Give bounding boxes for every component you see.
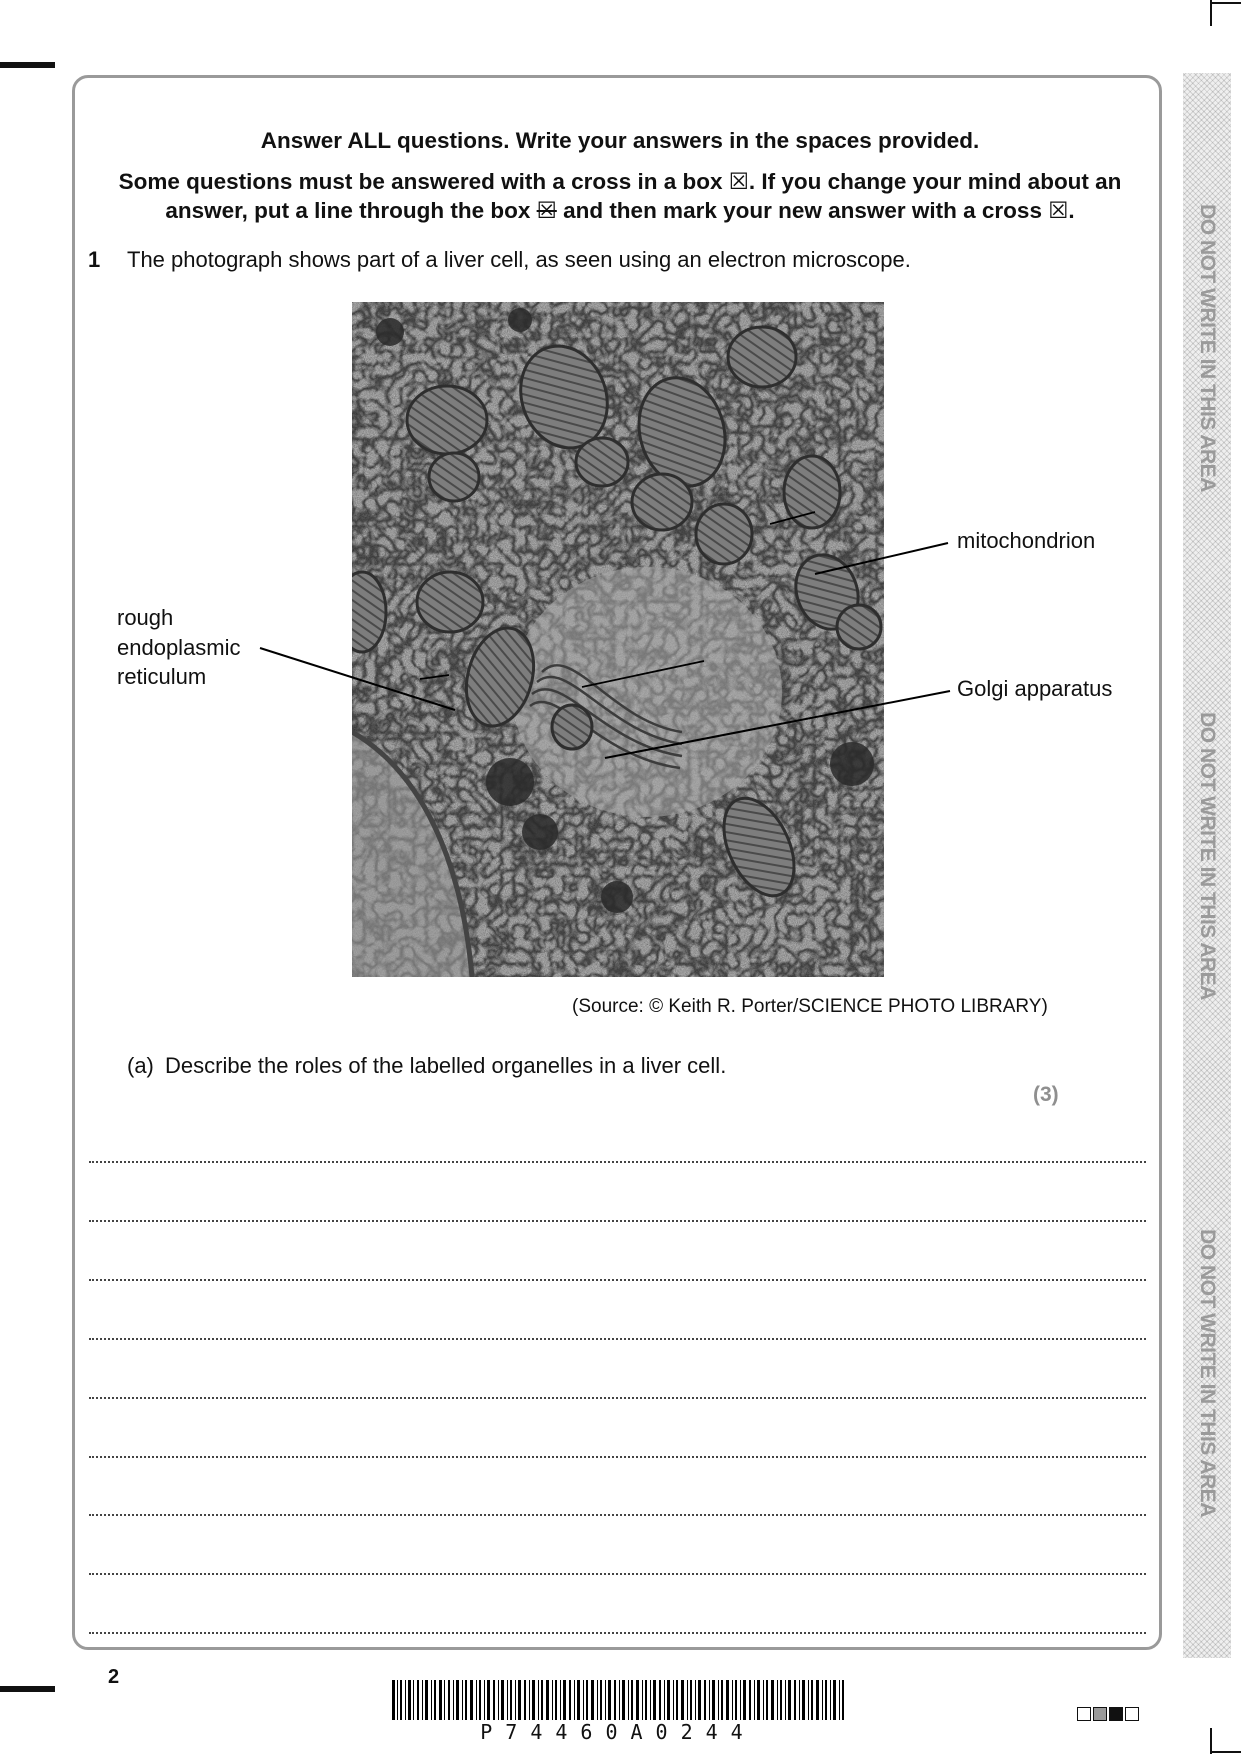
answer-line[interactable] (89, 1456, 1146, 1458)
label-rough-er-line-2: endoplasmic (117, 634, 241, 660)
image-source-credit: (Source: © Keith R. Porter/SCIENCE PHOTO LIBRARY) (572, 996, 1048, 1017)
instruction-text: . (1068, 198, 1075, 223)
crop-mark-bottom-right-v (1210, 1728, 1212, 1754)
label-rough-er-line-3: reticulum (117, 664, 207, 689)
answer-line[interactable] (89, 1514, 1146, 1516)
answer-line[interactable] (89, 1397, 1146, 1399)
instruction-text: and then mark your new answer with a cross (556, 198, 1049, 223)
crop-mark-bottom-right-h (1210, 1751, 1241, 1753)
marker-box-black (1109, 1707, 1123, 1721)
page-number: 2 (108, 1666, 120, 1688)
answer-line[interactable] (89, 1279, 1146, 1281)
answer-line[interactable] (89, 1632, 1146, 1634)
label-rough-er-line-1: rough (117, 605, 174, 630)
instruction-line-3 (90, 196, 1150, 225)
margin-warning-2: DO NOT WRITE IN THIS AREA (1196, 712, 1219, 1000)
struck-cross-box-icon: ☒ (536, 198, 557, 223)
barcode-image (392, 1680, 844, 1720)
crop-mark-top-right-v (1210, 0, 1212, 26)
label-golgi-apparatus: Golgi apparatus (957, 676, 1113, 701)
question-text: The photograph shows part of a liver cell, as seen using an electron microscope. (127, 247, 911, 272)
answer-line[interactable] (89, 1573, 1146, 1575)
margin-warning-3: DO NOT WRITE IN THIS AREA (1196, 1229, 1219, 1517)
instruction-text: Some questions must be answered with a cross in a box (118, 169, 729, 194)
cross-box-icon: ☒ (1048, 198, 1069, 223)
question-number: 1 (88, 247, 101, 272)
label-rough-er (117, 603, 241, 692)
instruction-text: . If you change your mind about an (748, 169, 1122, 194)
do-not-write-margin (1183, 73, 1231, 1658)
part-a-question-text: Describe the roles of the labelled organelles in a liver cell. (165, 1053, 727, 1078)
part-a-label: (a) (127, 1053, 154, 1078)
answer-line[interactable] (89, 1220, 1146, 1222)
electron-micrograph-image (352, 302, 884, 977)
marker-box-empty (1077, 1707, 1091, 1721)
margin-warning-1: DO NOT WRITE IN THIS AREA (1196, 204, 1219, 492)
page-marker-boxes (1077, 1707, 1139, 1721)
instruction-line-2 (90, 167, 1150, 196)
cross-box-icon: ☒ (728, 169, 749, 194)
instruction-line-1: Answer ALL questions. Write your answers in the spaces provided. (260, 128, 980, 153)
instruction-text: answer, put a line through the box (165, 198, 537, 223)
registration-mark-bottom-left (0, 1686, 55, 1692)
label-mitochondrion: mitochondrion (957, 528, 1096, 553)
barcode-number: P74460A0244 (480, 1720, 756, 1744)
answer-line[interactable] (89, 1161, 1146, 1163)
marker-box-grey (1093, 1707, 1107, 1721)
answer-line[interactable] (89, 1338, 1146, 1340)
crop-mark-top-right-h (1210, 2, 1241, 4)
registration-mark-top-left (0, 62, 55, 68)
marks-available: (3) (1033, 1083, 1059, 1106)
marker-box-empty (1125, 1707, 1139, 1721)
